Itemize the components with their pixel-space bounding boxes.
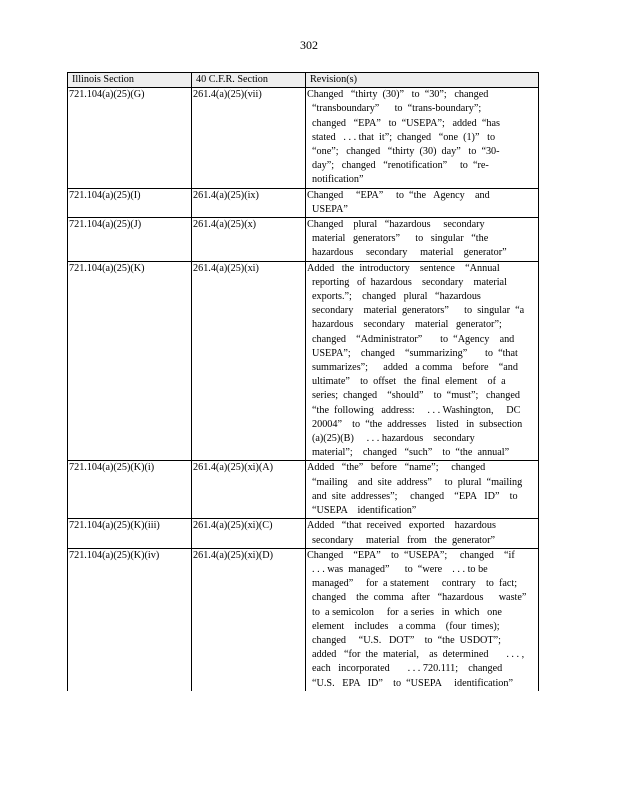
- revision-line: element includes a comma (four times);: [312, 620, 500, 632]
- revision-line: Changed plural “hazardous secondary: [307, 219, 485, 231]
- illinois-section-cell: 721.104(a)(25)(K)(iii): [68, 519, 192, 548]
- revision-cell: [306, 548, 539, 691]
- table-row: [68, 188, 539, 217]
- revision-line: “one”; changed “thirty (30) day” to “30-: [312, 146, 500, 158]
- revisions-table: [67, 72, 539, 691]
- table-header-row: [68, 73, 539, 88]
- table-body: [68, 88, 539, 691]
- page-number: 302: [300, 38, 318, 52]
- cfr-section-cell: 261.4(a)(25)(ix): [192, 188, 306, 217]
- revision-line: Added “the” before “name”; changed: [307, 462, 486, 474]
- revision-line: and site addresses”; changed “EPA ID” to: [312, 490, 518, 502]
- revision-line: Changed “EPA” to “the Agency and: [307, 189, 490, 201]
- revision-line: secondary material generators” to singular “a: [312, 305, 525, 317]
- table-row: [68, 519, 539, 548]
- revision-line: (a)(25)(B) . . . hazardous secondary: [312, 433, 475, 445]
- revision-line: “USEPA identification”: [312, 505, 417, 517]
- revision-line: each incorporated . . . 720.111; changed: [312, 663, 503, 675]
- illinois-section-cell: 721.104(a)(25)(J): [68, 218, 192, 262]
- revision-line: material generators” to singular “the: [312, 233, 489, 245]
- revision-line: Added the introductory sentence “Annual: [307, 262, 500, 274]
- revision-line: Added “that received exported hazardous: [307, 520, 496, 532]
- revision-line: changed “EPA” to “USEPA”; added “has: [312, 117, 500, 129]
- revision-line: notification”: [312, 174, 364, 186]
- revision-cell: [306, 218, 539, 262]
- revision-line: stated . . . that it”; changed “one (1)” to: [312, 131, 496, 143]
- table-row: [68, 548, 539, 691]
- revision-line: hazardous secondary material generator”;: [312, 319, 502, 331]
- cfr-section-cell: 261.4(a)(25)(xi)(A): [192, 461, 306, 519]
- revision-line: . . . was managed” to “were . . . to be: [312, 563, 488, 575]
- revision-line: added “for the material, as determined . . . ,: [312, 649, 525, 661]
- table-row: [68, 261, 539, 461]
- revision-cell: [306, 519, 539, 548]
- revision-line: USEPA”: [312, 203, 348, 215]
- revision-line: Changed “EPA” to “USEPA”; changed “if: [307, 549, 515, 561]
- table-row: [68, 218, 539, 262]
- illinois-section-cell: 721.104(a)(25)(G): [68, 88, 192, 188]
- cfr-section-cell: 261.4(a)(25)(xi): [192, 261, 306, 461]
- revision-line: summarizes”; added a comma before “and: [312, 362, 518, 374]
- table-row: [68, 88, 539, 188]
- revision-cell: [306, 188, 539, 217]
- header-revisions: Revision(s): [306, 73, 539, 88]
- revision-line: “mailing and site address” to plural “mailing: [312, 476, 523, 488]
- revision-cell: [306, 88, 539, 188]
- revision-line: managed” for a statement contrary to fact;: [312, 578, 518, 590]
- revision-line: ultimate” to offset the final element of a: [312, 376, 506, 388]
- illinois-section-cell: 721.104(a)(25)(K)(i): [68, 461, 192, 519]
- revision-line: secondary material from the generator”: [312, 534, 496, 546]
- revision-line: changed “U.S. DOT” to “the USDOT”;: [312, 634, 501, 646]
- revision-line: “U.S. EPA ID” to “USEPA identification”: [312, 677, 514, 689]
- cfr-section-cell: 261.4(a)(25)(xi)(D): [192, 548, 306, 691]
- revision-line: day”; changed “renotification” to “re-: [312, 160, 489, 172]
- revision-line: to a semicolon for a series in which one: [312, 606, 502, 618]
- illinois-section-cell: 721.104(a)(25)(K): [68, 261, 192, 461]
- revision-line: hazardous secondary material generator”: [312, 247, 507, 259]
- revision-line: USEPA”; changed “summarizing” to “that: [312, 347, 518, 359]
- revision-line: material”; changed “such” to “the annual”: [312, 447, 510, 459]
- revision-cell: [306, 461, 539, 519]
- cfr-section-cell: 261.4(a)(25)(vii): [192, 88, 306, 188]
- revision-line: changed the comma after “hazardous waste”: [312, 592, 527, 604]
- revision-line: series; changed “should” to “must”; changed: [312, 390, 520, 402]
- revision-cell: [306, 261, 539, 461]
- illinois-section-cell: 721.104(a)(25)(I): [68, 188, 192, 217]
- revision-line: Changed “thirty (30)” to “30”; changed: [307, 89, 489, 101]
- header-cfr-section: 40 C.F.R. Section: [192, 73, 306, 88]
- revision-line: “transboundary” to “trans-boundary”;: [312, 103, 482, 115]
- revision-line: 20004” to “the addresses listed in subsection: [312, 418, 523, 430]
- revision-line: changed “Administrator” to “Agency and: [312, 333, 515, 345]
- cfr-section-cell: 261.4(a)(25)(x): [192, 218, 306, 262]
- header-illinois-section: Illinois Section: [68, 73, 192, 88]
- illinois-section-cell: 721.104(a)(25)(K)(iv): [68, 548, 192, 691]
- cfr-section-cell: 261.4(a)(25)(xi)(C): [192, 519, 306, 548]
- revision-line: “the following address: . . . Washington, DC: [312, 404, 521, 416]
- revision-line: exports.”; changed plural “hazardous: [312, 291, 481, 303]
- revision-line: reporting of hazardous secondary material: [312, 276, 507, 288]
- table-row: [68, 461, 539, 519]
